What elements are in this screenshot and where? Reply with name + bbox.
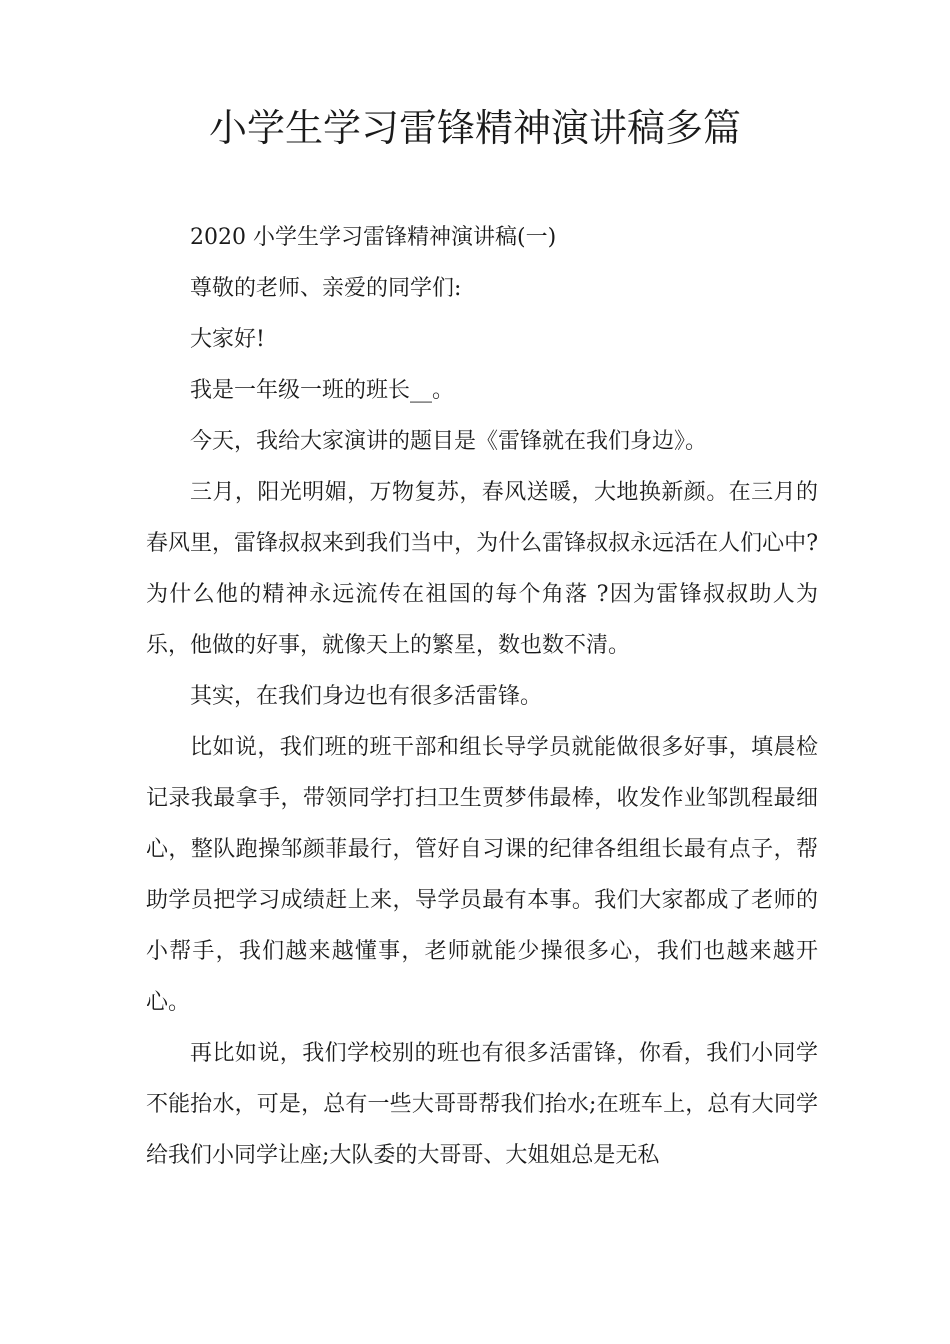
paragraph-heading: 2020 小学生学习雷锋精神演讲稿(一) (190, 225, 557, 250)
paragraph-body: 其实，在我们身边也有很多活雷锋。 (190, 684, 543, 709)
document-title: 小学生学习雷锋精神演讲稿多篇 (208, 106, 741, 150)
document-body (146, 212, 818, 1181)
paragraph-body: 再比如说，我们学校别的班也有很多活雷锋，你看，我们小同学不能抬水，可是，总有一些大哥哥帮我们抬水;在班车上，总有大同学给我们小同学让座;大队委的大哥哥、大姐姐总是无私 (146, 1041, 818, 1168)
paragraph-topic: 今天，我给大家演讲的题目是《雷锋就在我们身边》。 (190, 429, 708, 454)
paragraph-greeting: 大家好! (190, 327, 265, 352)
paragraph-introduction: 我是一年级一班的班长__。 (190, 378, 455, 403)
paragraph-body: 比如说，我们班的班干部和组长导学员就能做很多好事，填晨检记录我最拿手，带领同学打扫卫生贾梦伟最棒，收发作业邹凯程最细心，整队跑操邹颜菲最行，管好自习课的纪律各组组长最有点子，帮助学员把学习成绩赶上来，导学员最有本事。我们大家都成了老师的小帮手，我们越来越懂事，老师就能少操很多心，我们也越来越开心。 (146, 735, 818, 1015)
paragraph-salutation: 尊敬的老师、亲爱的同学们: (190, 276, 462, 301)
paragraph-body: 三月，阳光明媚，万物复苏，春风送暖，大地换新颜。在三月的春风里，雷锋叔叔来到我们当中，为什么雷锋叔叔永远活在人们心中?为什么他的精神永远流传在祖国的每个角落 ?因为雷锋叔叔助人为乐，他做的好事，就像天上的繁星，数也数不清。 (146, 480, 818, 658)
